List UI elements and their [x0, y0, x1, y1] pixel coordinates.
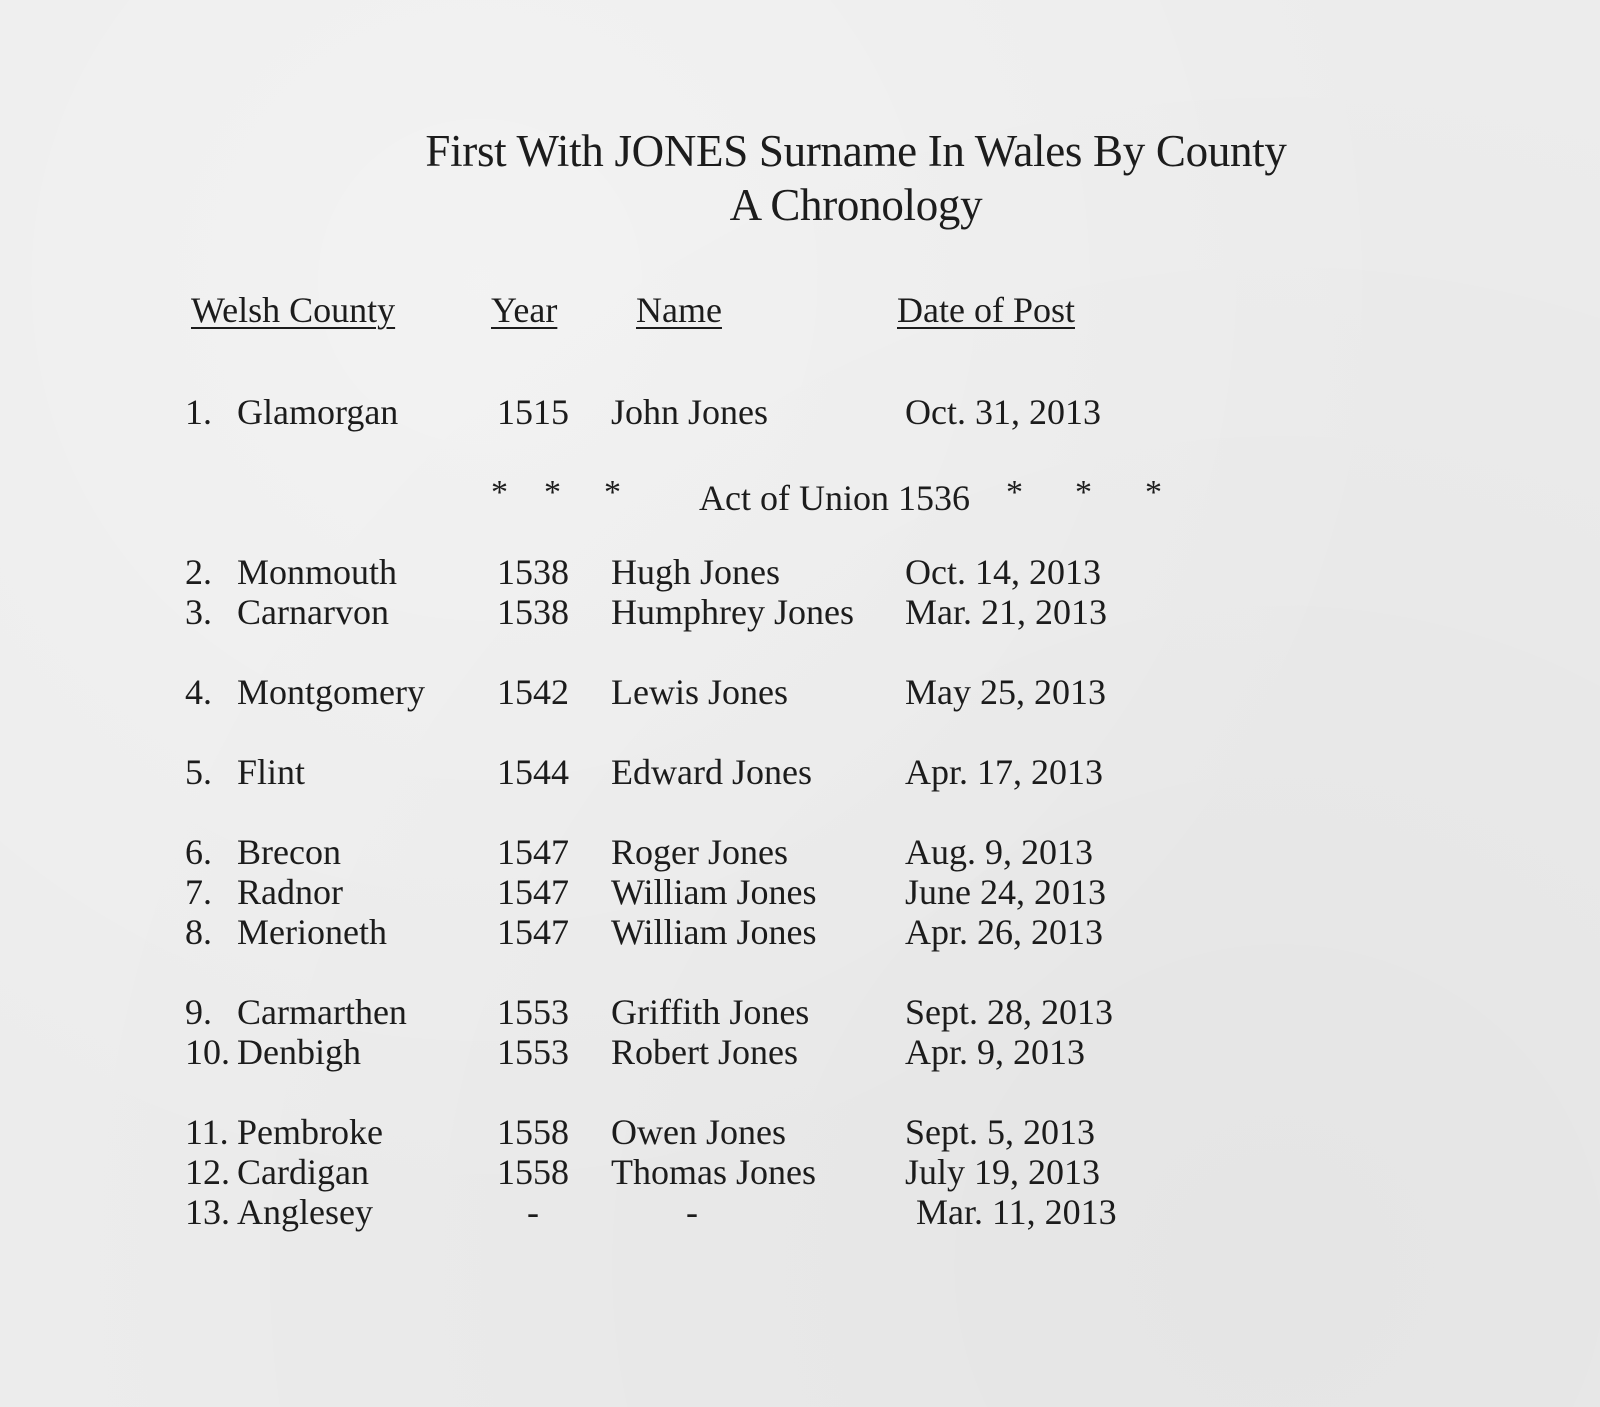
row-year: 1515: [497, 392, 569, 432]
row-number: 3.: [185, 592, 212, 632]
row-year: 1558: [497, 1112, 569, 1152]
asterisk: *: [1145, 474, 1162, 511]
row-name: Humphrey Jones: [611, 592, 854, 632]
header-name: Name: [636, 290, 722, 330]
row-name: Lewis Jones: [611, 672, 788, 712]
asterisk: *: [1006, 474, 1023, 511]
row-county: Radnor: [237, 872, 343, 912]
row-year: 1538: [497, 552, 569, 592]
row-date: Apr. 17, 2013: [905, 752, 1103, 792]
row-name: William Jones: [611, 912, 817, 952]
asterisk: *: [491, 474, 508, 511]
row-county: Cardigan: [237, 1152, 369, 1192]
row-year: 1553: [497, 1032, 569, 1072]
table-row: [0, 874, 1600, 914]
row-date: Oct. 14, 2013: [905, 552, 1101, 592]
table-row: [0, 554, 1600, 594]
table-row: [0, 1154, 1600, 1194]
row-year: 1547: [497, 912, 569, 952]
row-number: 11.: [185, 1112, 229, 1152]
row-number: 7.: [185, 872, 212, 912]
row-name: Roger Jones: [611, 832, 788, 872]
row-number: 13.: [185, 1192, 230, 1232]
row-date: May 25, 2013: [905, 672, 1106, 712]
row-date: Apr. 9, 2013: [905, 1032, 1085, 1072]
row-number: 6.: [185, 832, 212, 872]
act-of-union-separator: [0, 474, 1600, 518]
row-date: Apr. 26, 2013: [905, 912, 1103, 952]
row-year: -: [527, 1192, 539, 1232]
row-number: 5.: [185, 752, 212, 792]
row-date: Sept. 5, 2013: [905, 1112, 1096, 1152]
row-county: Glamorgan: [237, 392, 399, 432]
row-name: Hugh Jones: [611, 552, 780, 592]
row-number: 10.: [185, 1032, 230, 1072]
row-county: Carnarvon: [237, 592, 389, 632]
row-number: 9.: [185, 992, 212, 1032]
row-county: Pembroke: [237, 1112, 383, 1152]
row-county: Montgomery: [237, 672, 425, 712]
act-of-union-label: Act of Union 1536: [699, 478, 970, 518]
row-year: 1538: [497, 592, 569, 632]
row-date: Mar. 11, 2013: [916, 1192, 1117, 1232]
row-name: Robert Jones: [611, 1032, 798, 1072]
row-name: Griffith Jones: [611, 992, 810, 1032]
asterisk: *: [544, 474, 561, 511]
document-title: First With JONES Surname In Wales By County: [425, 126, 1287, 176]
asterisk: *: [604, 474, 621, 511]
row-year: 1547: [497, 872, 569, 912]
row-number: 8.: [185, 912, 212, 952]
row-name: Edward Jones: [611, 752, 812, 792]
header-year: Year: [491, 290, 558, 330]
row-number: 1.: [185, 392, 212, 432]
row-year: 1542: [497, 672, 569, 712]
row-number: 4.: [185, 672, 212, 712]
row-number: 12.: [185, 1152, 230, 1192]
table-row: [0, 754, 1600, 794]
row-county: Merioneth: [237, 912, 387, 952]
row-date: Aug. 9, 2013: [905, 832, 1093, 872]
table-row: [0, 1034, 1600, 1074]
table-row: [0, 594, 1600, 634]
document-subtitle: A Chronology: [729, 180, 983, 230]
table-row: [0, 914, 1600, 954]
row-county: Flint: [237, 752, 306, 792]
row-date: Mar. 21, 2013: [905, 592, 1107, 632]
header-date-of-post: Date of Post: [897, 290, 1075, 330]
table-row: [0, 1114, 1600, 1154]
row-number: 2.: [185, 552, 212, 592]
header-welsh-county: Welsh County: [191, 290, 396, 330]
row-year: 1553: [497, 992, 569, 1032]
row-name: Owen Jones: [611, 1112, 786, 1152]
row-name: John Jones: [611, 392, 769, 432]
row-county: Brecon: [237, 832, 341, 872]
table-row: [0, 834, 1600, 874]
row-date: Sept. 28, 2013: [905, 992, 1114, 1032]
row-year: 1544: [497, 752, 569, 792]
row-county: Carmarthen: [237, 992, 407, 1032]
row-date: July 19, 2013: [905, 1152, 1101, 1192]
row-date: Oct. 31, 2013: [905, 392, 1101, 432]
row-county: Monmouth: [237, 552, 398, 592]
row-county: Denbigh: [237, 1032, 361, 1072]
row-county: Anglesey: [237, 1192, 373, 1232]
table-row: [0, 994, 1600, 1034]
table-row: [0, 1194, 1600, 1234]
row-name: Thomas Jones: [611, 1152, 816, 1192]
row-date: June 24, 2013: [905, 872, 1106, 912]
row-year: 1558: [497, 1152, 569, 1192]
row-year: 1547: [497, 832, 569, 872]
table-row: [0, 394, 1600, 434]
row-name: William Jones: [611, 872, 817, 912]
asterisk: *: [1075, 474, 1092, 511]
row-name: -: [686, 1192, 698, 1232]
table-row: [0, 674, 1600, 714]
